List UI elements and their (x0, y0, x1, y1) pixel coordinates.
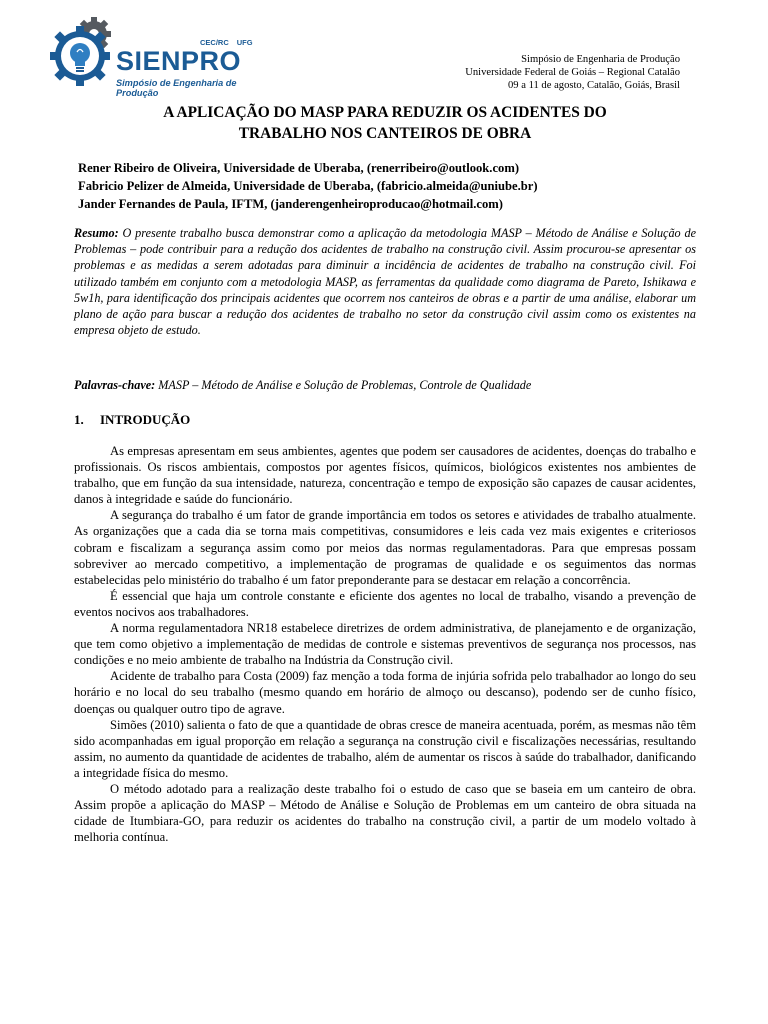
keywords-label: Palavras-chave: (74, 378, 156, 392)
sponsor-cec-rc: CEC/RC (200, 38, 229, 47)
logo-name: SIENPRO (116, 46, 242, 76)
paper-title (80, 102, 690, 144)
event-line: Universidade Federal de Goiás – Regional Catalão (465, 67, 680, 78)
author-line: Fabricio Pelizer de Almeida, Universidade de Uberaba, (fabricio.almeida@uniube.br) (78, 179, 538, 193)
introduction-body (74, 443, 696, 845)
title-line: TRABALHO NOS CANTEIROS DE OBRA (238, 125, 532, 142)
sponsor-ufg: UFG (236, 38, 253, 47)
body-paragraph: O método adotado para a realização deste trabalho foi o estudo de caso que se baseia em um canteiro de obra. Assim propõe a aplicação do MASP – Método de Análise e Solução de Problemas em um canteiro de obra situada na cidade de Itumbiara-GO, para reduzir os acidentes do trabalho na construção civil, a partir de um modelo voltado à melhoria contínua. (74, 781, 696, 845)
body-paragraph: A norma regulamentadora NR18 estabelece diretrizes de ordem administrativa, de planejamento e de organização, que tem como objetivo a implementação de medidas de controle e sistemas preventivos de segurança nos processos, nas condições e no meio ambiente de trabalho na Indústria da Construção civil. (74, 621, 696, 668)
section-number: 1. (74, 412, 84, 427)
author-line: Rener Ribeiro de Oliveira, Universidade de Uberaba, (renerribeiro@outlook.com) (78, 161, 520, 175)
body-paragraph: É essencial que haja um controle constante e eficiente dos agentes no local de trabalho, visando a prevenção de eventos nocivos aos trabalhadores. (74, 588, 696, 619)
keywords-text: MASP – Método de Análise e Solução de Problemas, Controle de Qualidade (155, 378, 532, 392)
keywords (74, 377, 696, 393)
event-line: 09 a 11 de agosto, Catalão, Goiás, Brasil (507, 80, 680, 91)
event-info (465, 53, 680, 92)
body-paragraph: Acidente de trabalho para Costa (2009) faz menção a toda forma de injúria sofrida pelo trabalhador ao longo do seu horário e no local do seu trabalho (mesmo quando em horário de almoço ou descanso), podendo ser de cunho físico, doenças ou qualquer outro tipo de agrave. (74, 669, 696, 716)
author-line: Jander Fernandes de Paula, IFTM, (janderengenheiroproducao@hotmail.com) (78, 197, 503, 211)
body-paragraph: Simões (2010) salienta o fato de que a quantidade de obras cresce de maneira acentuada, porém, as mesmas não têm sido acompanhadas em igual proporção em relação a segurança na construção civil e fiscalizações necessárias, resultando assim, no aumento da quantidade de acidentes de trabalho, além de aumentar os riscos à saúde do trabalhador, danificando a integridade física do mesmo. (74, 717, 696, 780)
abstract-label: Resumo: (74, 226, 119, 240)
abstract-text: O presente trabalho busca demonstrar como a aplicação da metodologia MASP – Método de Análise e Solução de Problemas – pode contribuir para a redução dos acidentes de trabalho na construção civil. Assim procurou-se apresentar os problemas e as medidas a serem adotadas para diminuir a incidência de acidentes de trabalho na construção civil. Foi utilizado também em conjunto com a metodologia MASP, as ferramentas da qualidade como diagrama de Pareto, Ishikawa e 5w1h, para identificação dos principais acidentes que ocorrem nos canteiros de obras e a partir de uma análise, elaborar um plano de ação para buscar a redução dos acidentes de trabalho no setor da construção civil assim como os existentes na empresa objeto de estudo. (74, 226, 696, 338)
title-line: A APLICAÇÃO DO MASP PARA REDUZIR OS ACIDENTES DO (163, 104, 607, 121)
section-heading (74, 412, 190, 428)
body-paragraph: A segurança do trabalho é um fator de grande importância em todos os setores e atividades de trabalho atualmente. As organizações que a cada dia se torna mais competitivas, consumidores e leis cada vez mais exigentes e criteriosos cobram e fiscalizam a segurança assim como por meios das normas regulamentadoras. Para que empresas possam sobreviver ao mercado competitivo, a implementação de programas de qualidade e os seguimentos das normas estabelecidas pelo ministério do trabalho é um fator preponderante para se destacar em relação a concorrência. (74, 508, 696, 587)
sponsor-logos (200, 32, 280, 46)
logo-subtitle: Simpósio de Engenharia de Produção (116, 78, 237, 98)
event-line: Simpósio de Engenharia de Produção (521, 54, 680, 65)
body-paragraph: As empresas apresentam em seus ambientes, agentes que podem ser causadores de acidentes, doenças do trabalho e profissionais. Os riscos ambientais, compostos por agentes físicos, químicos, biológicos existentes nos ambientes de trabalho, que em função da sua intensidade, natureza, concentração e tempo de exposição são capazes de causar acidentes, danos à integridade e saúde do funcionário. (74, 444, 696, 507)
author-list (78, 159, 698, 213)
section-title: INTRODUÇÃO (100, 412, 191, 427)
sienpro-logo (50, 12, 260, 98)
abstract (74, 225, 696, 338)
